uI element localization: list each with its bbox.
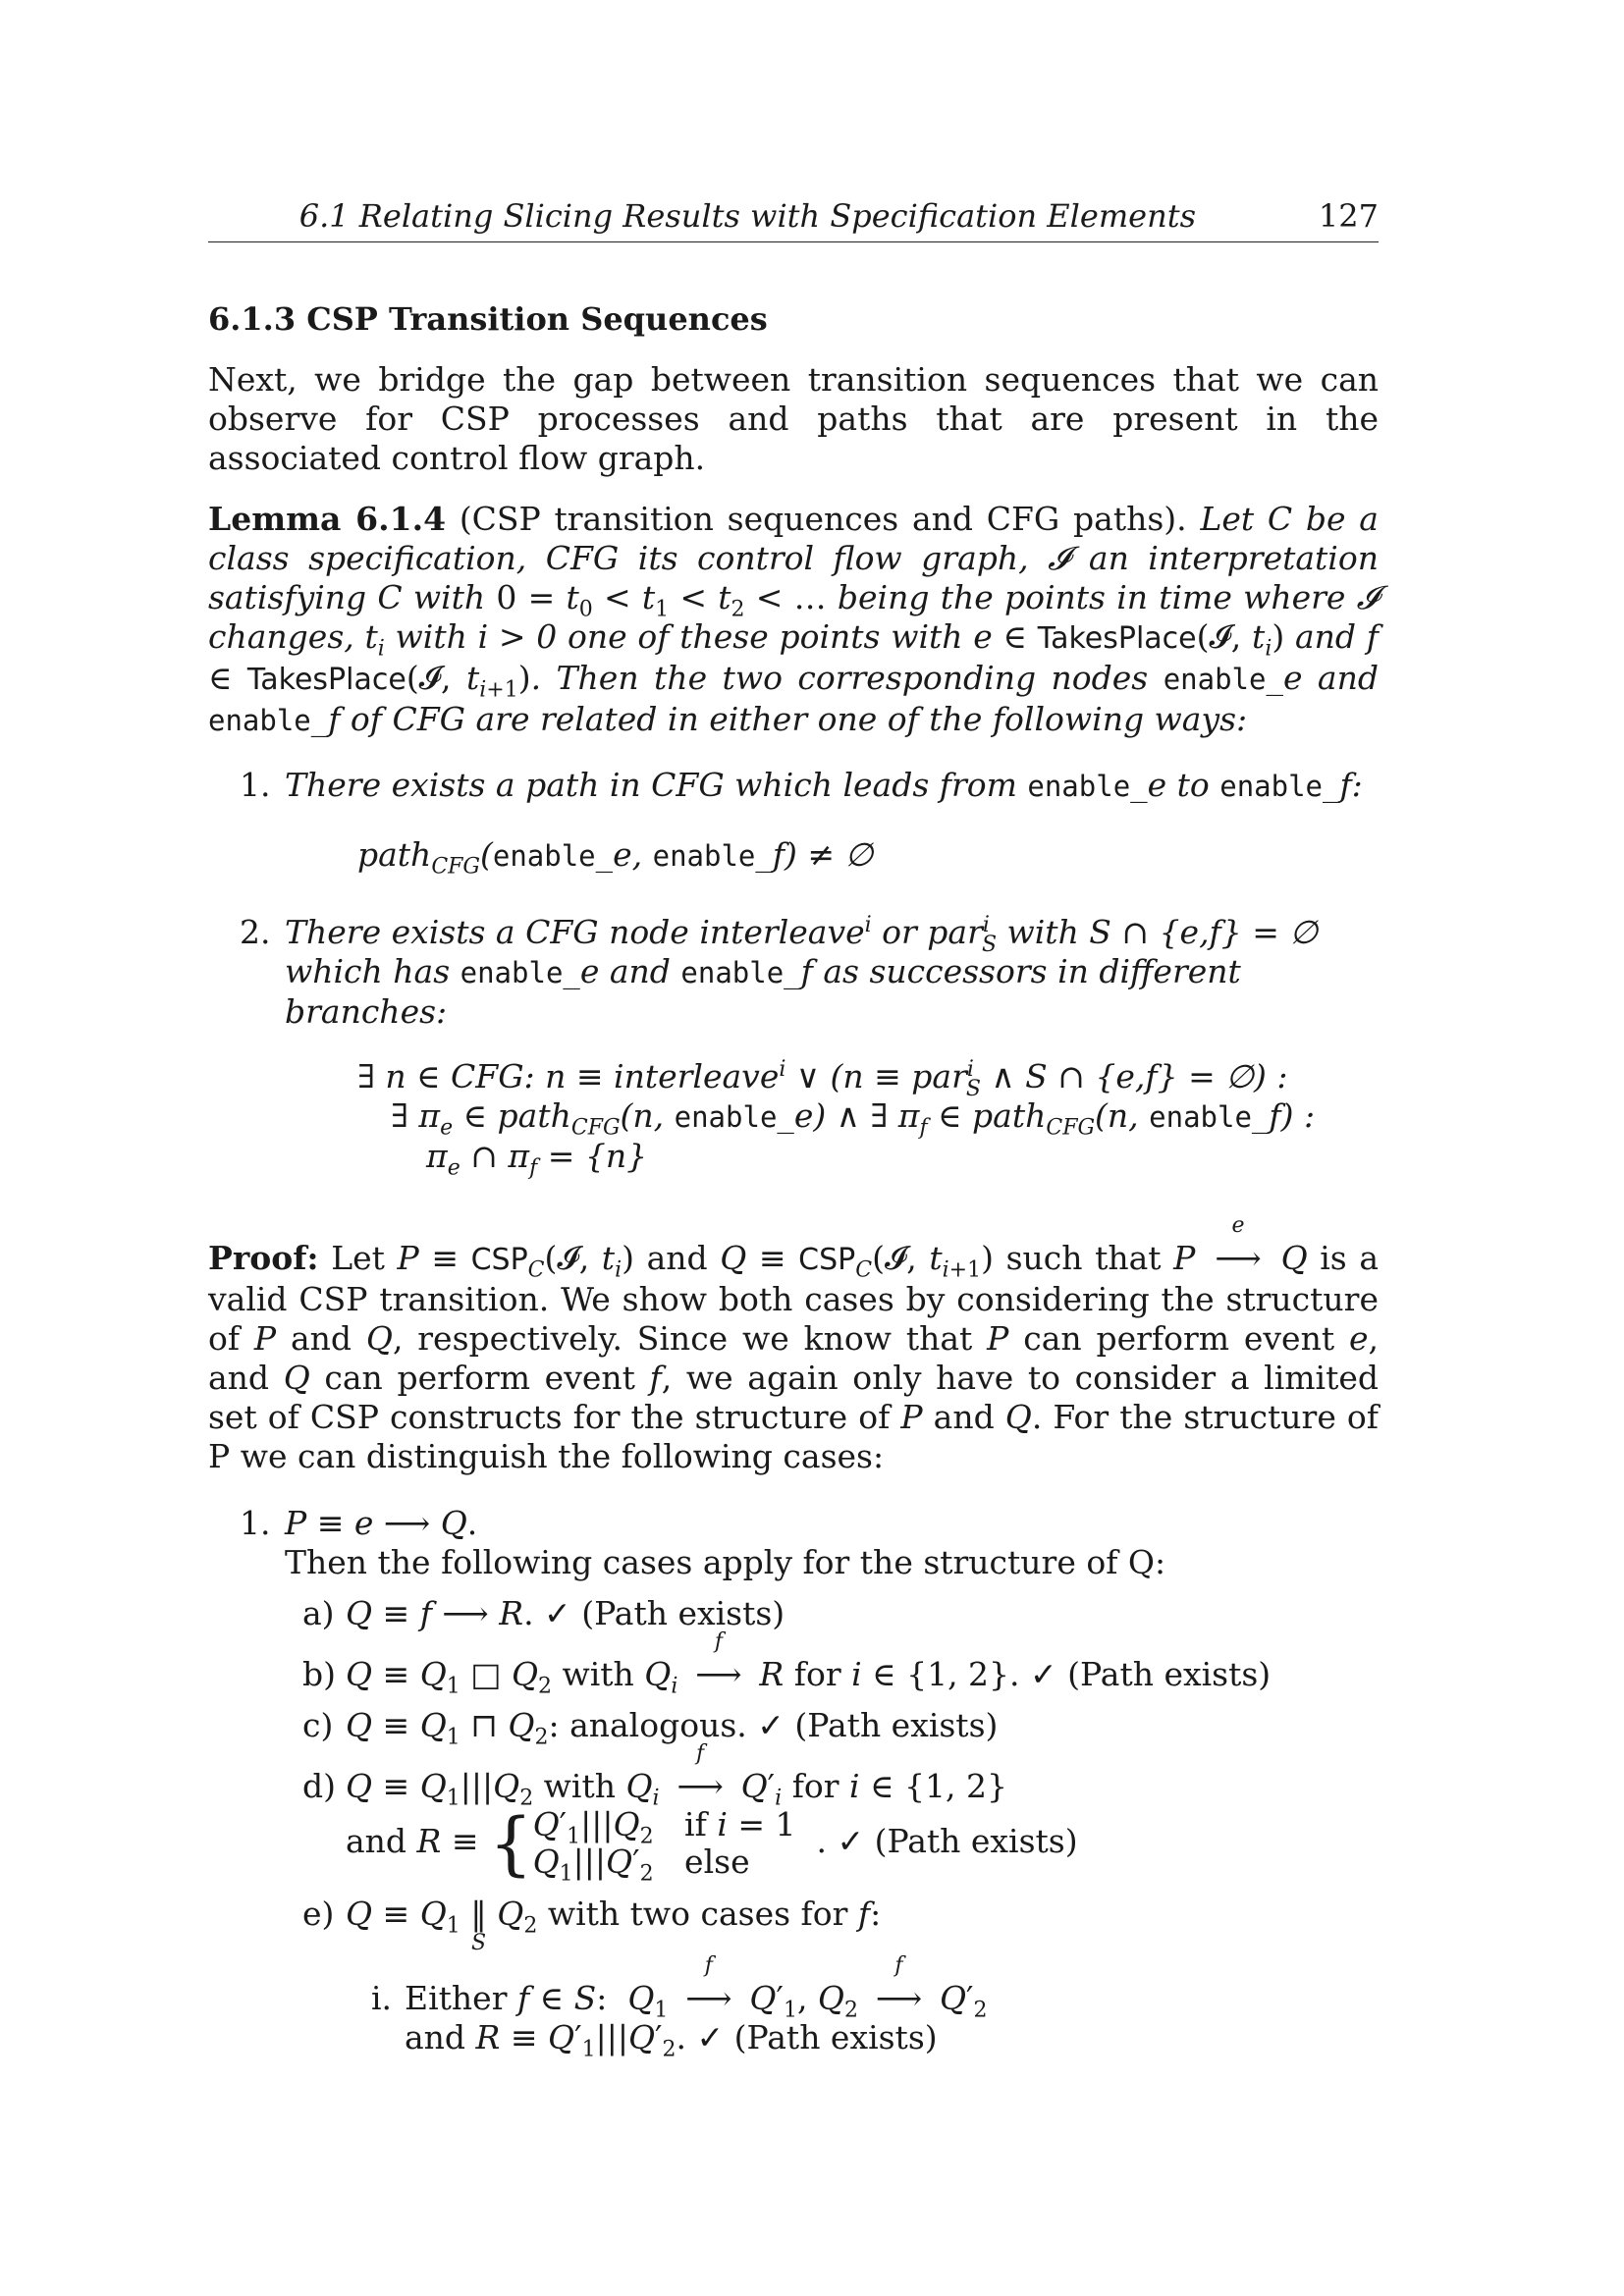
section-heading: 6.1.3 CSP Transition Sequences xyxy=(208,300,768,338)
proof-label: Proof: xyxy=(208,1239,319,1277)
proof-case-1-number: 1. xyxy=(240,1504,271,1542)
proof-case-intro: Then the following cases apply for the structure of Q: xyxy=(285,1543,1166,1581)
transition-arrow: e ⟶ xyxy=(1215,1213,1262,1277)
sub-case-a: a) Q ≡ f ⟶ R. ✓ (Path exists) xyxy=(302,1594,785,1632)
sub-case-e: e) $Q \equiv Q_1$ ‖ S $Q_2$ with two cases for f: xyxy=(302,1895,882,1955)
formula-path: path$_{CFG}$(enable_e, enable_f) ≠ ∅ xyxy=(357,835,874,880)
lemma-label: Lemma 6.1.4 xyxy=(208,500,447,538)
intro-paragraph: Next, we bridge the gap between transition sequences that we can observe for CSP processes and paths that are present in the associated control flow graph. xyxy=(208,360,1379,477)
lemma-case-1-number: 1. xyxy=(240,766,271,804)
sub-case-d: d) $Q \equiv Q_1|||Q_2$ with $Q_i$ f ⟶ $Q'_i$ for i ∈ {1, 2} and $R \equiv \{Q'_1|||Q_2$ if i = 1 $Q_1|||Q'_2$ else . ✓ (Path exists) xyxy=(302,1741,1078,1887)
proof-paragraph: Proof: Let $P \equiv CSP_C(𝓘$, $t_i$) and $Q \equiv CSP_C(𝓘$, $t_{i+1}$) such that P e ⟶ Q is a valid CSP transition. We show both cases by considering the structure of P and Q, respectively. Since we know that P can perform event e, and Q can perform event f, we again only have to consider a limited set of CSP constructs for the structure of P and Q. For the structure of P we can distinguish the following cases: xyxy=(208,1213,1380,1475)
sub-case-e-i: i. Either f ∈ S: $Q_1$ f ⟶ $Q'_1$, $Q_2$ f ⟶ $Q'_2$ and $R \equiv Q'_1|||Q'_2$. ✓ (Path exists) xyxy=(371,1953,988,2062)
page-number: 127 xyxy=(1318,197,1379,235)
formula-interleave: ∃ n ∈ CFG: n ≡ interleave$^i$ ∨ (n ≡ par$^i_S$ ∧ S ∩ {e,f} = ∅) : ∃ $\pi_e$ ∈ path$_{CFG}$(n, enable_e) ∧ ∃ $\pi_f$ ∈ path$_{CFG}$(n, enable_f) : $\pi_e$ ∩ $\pi_f = \{n\}$ xyxy=(357,1057,1316,1181)
proof-tail: For the structure of P we can distinguish the following cases: xyxy=(208,1398,1379,1475)
page xyxy=(208,196,1380,2062)
header-title: 6.1 Relating Slicing Results with Specification Elements xyxy=(298,197,1196,235)
lemma-statement: Lemma 6.1.4 (CSP transition sequences and CFG paths). Let C be a class specification, CFG its control flow graph, 𝓘 an interpretation satisfying C with $0 = t_0 < t_1 < t_2$ < … being the points in time where 𝓘 changes, $t_i$ with i > 0 one of these points with e ∈ TakesPlace(𝓘, $t_i$) and f ∈ TakesPlace(𝓘, $t_{i+1}$). Then the two corresponding nodes enable_e and enable_f of CFG are related in either one of the following ways: xyxy=(208,500,1379,738)
proof-case-1: 1. P ≡ e ⟶ Q. Then the following cases apply for the structure of Q: xyxy=(240,1504,1166,1581)
lemma-case-2-number: 2. xyxy=(240,913,271,951)
sub-case-c: c) $Q \equiv Q_1$ ⊓ $Q_2$: analogous. ✓ (Path exists) xyxy=(302,1706,999,1750)
running-header xyxy=(208,196,1379,242)
lemma-name: (CSP transition sequences and CFG paths). xyxy=(459,500,1187,538)
lemma-case-2: 2. There exists a CFG node interleave$^i$ or par$^i_S$ with S ∩ {e,f} = ∅ which has enable_e and enable_f as successors in different branches: xyxy=(240,913,1319,1031)
sub-case-b: b) $Q \equiv Q_1$ □ $Q_2$ with $Q_i$ f ⟶ R for i ∈ {1, 2}. ✓ (Path exists) xyxy=(302,1629,1272,1699)
lemma-case-1: 1. There exists a path in CFG which leads from enable_e to enable_f: xyxy=(240,766,1363,804)
